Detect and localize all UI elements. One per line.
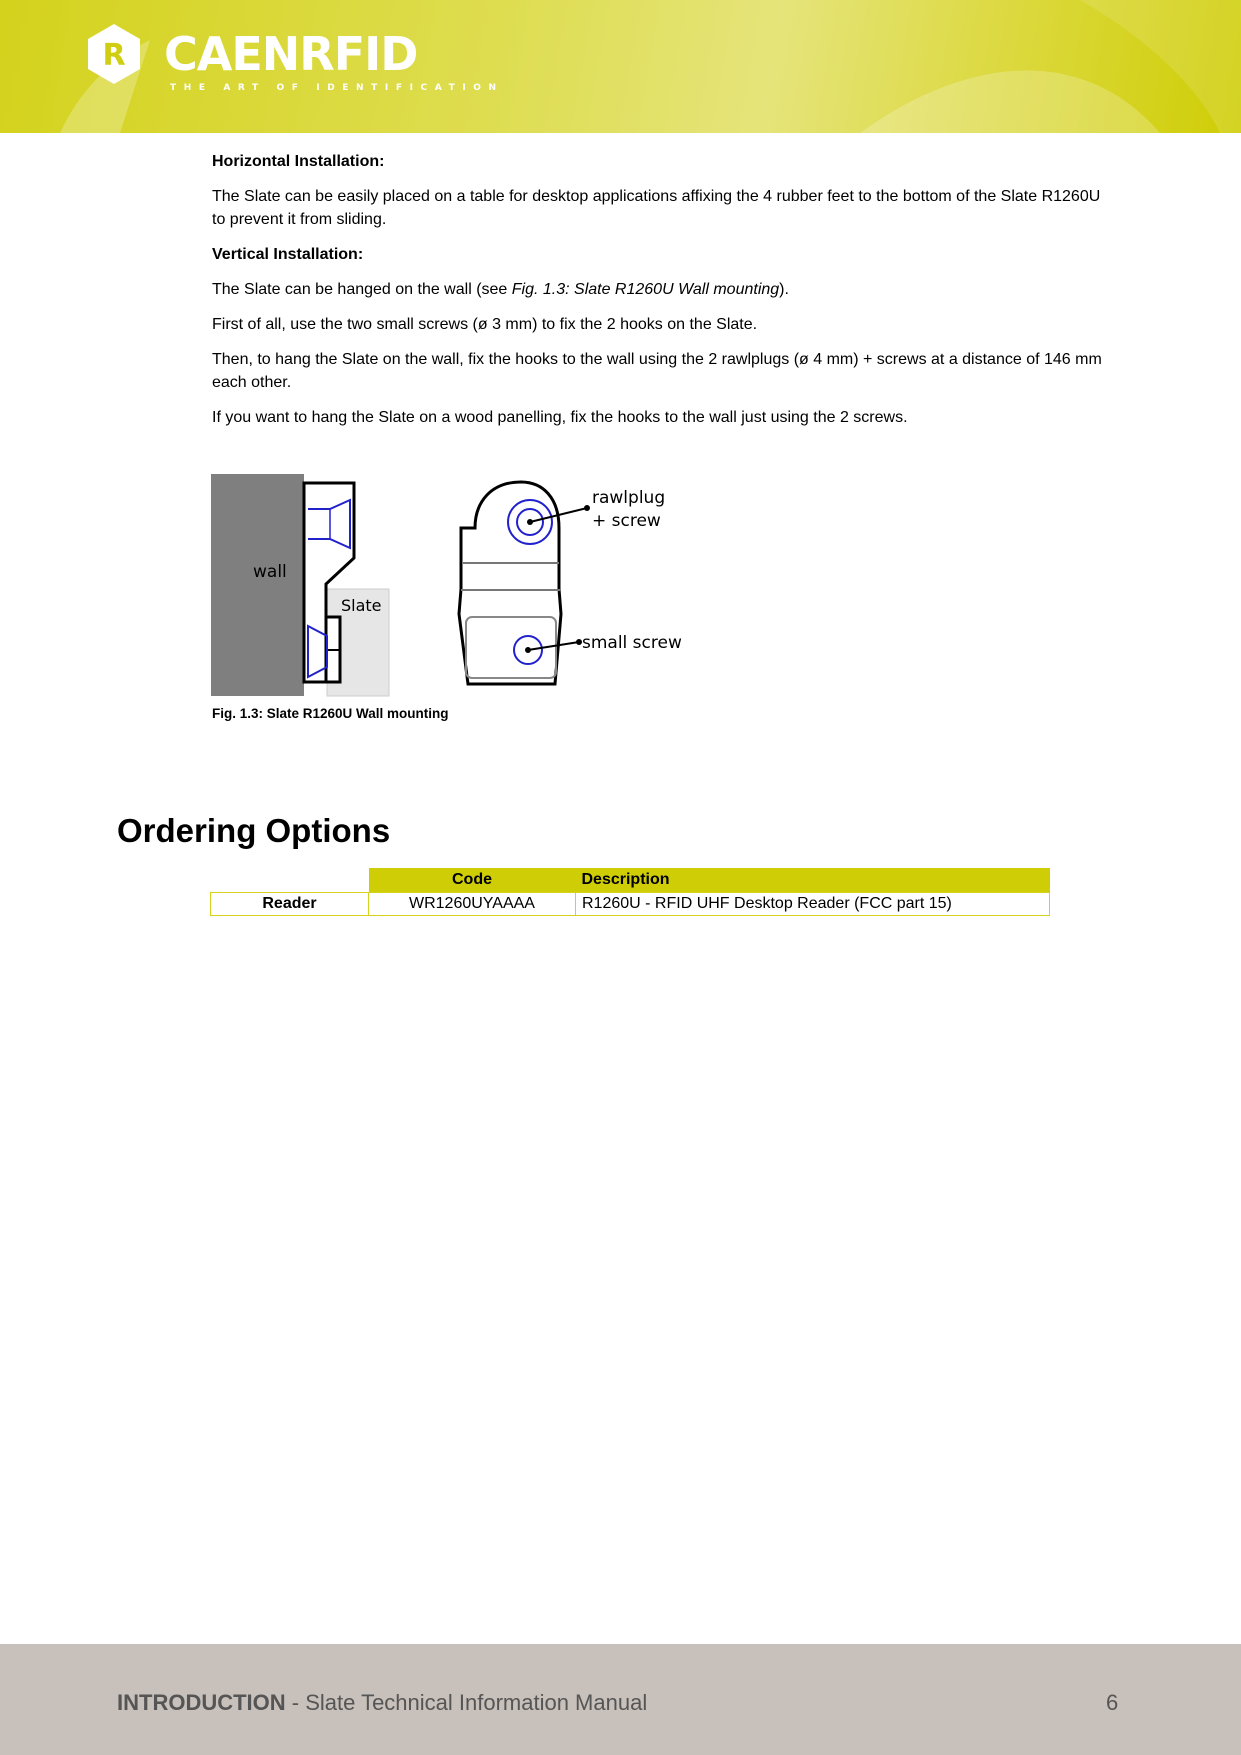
- figure-reference: Fig. 1.3: Slate R1260U Wall mounting: [511, 281, 780, 298]
- vertical-text-after: ).: [779, 281, 789, 298]
- rawlplug-label: rawlplug: [592, 488, 666, 508]
- wall-shape: [211, 474, 304, 696]
- screw-label: + screw: [592, 511, 661, 531]
- installation-text: [212, 150, 1112, 441]
- row-description: R1260U - RFID UHF Desktop Reader (FCC part 15): [576, 893, 1050, 916]
- header-description: Description: [576, 868, 1050, 893]
- ordering-table: [210, 868, 1050, 916]
- table-header-row: [211, 868, 1050, 893]
- table-row: [211, 893, 1050, 916]
- footer-manual: - Slate Technical Information Manual: [285, 1690, 648, 1715]
- page-header: [0, 0, 1241, 133]
- vertical-heading: Vertical Installation:: [212, 246, 364, 263]
- small-screw-label: small screw: [582, 633, 682, 653]
- slate-label: Slate: [341, 596, 382, 615]
- header-code: Code: [369, 868, 576, 893]
- caen-rfid-logo: [86, 22, 504, 102]
- page-number: 6: [1106, 1690, 1119, 1715]
- row-code: WR1260UYAAAA: [369, 893, 576, 916]
- row-item: Reader: [211, 893, 369, 916]
- footer-section: INTRODUCTION: [117, 1690, 286, 1715]
- step-1-paragraph: First of all, use the two small screws (ø 3 mm) to fix the 2 hooks on the Slate.: [212, 316, 758, 333]
- page-footer: [0, 1644, 1241, 1755]
- figure-caption: Fig. 1.3: Slate R1260U Wall mounting: [212, 706, 449, 721]
- step-2-paragraph: Then, to hang the Slate on the wall, fix the hooks to the wall using the 2 rawlplugs (ø 4 mm) + screws at a distance of 146 mm each other.: [212, 351, 1102, 391]
- vertical-text-before: The Slate can be hanged on the wall (see: [212, 281, 512, 298]
- svg-text:THE ART OF IDENTIFICATION: THE ART OF IDENTIFICATION: [170, 83, 504, 93]
- wall-label: wall: [253, 562, 287, 582]
- wall-mounting-figure: [211, 474, 711, 696]
- horizontal-heading: Horizontal Installation:: [212, 153, 385, 170]
- footer-title: [117, 1690, 647, 1716]
- header-empty: [211, 868, 369, 893]
- svg-text:CAENRFID: CAENRFID: [164, 27, 418, 81]
- ordering-options-title: Ordering Options: [117, 812, 391, 849]
- horizontal-paragraph: The Slate can be easily placed on a table for desktop applications affixing the 4 rubber feet to the bottom of the Slate R1260U to prevent it from sliding.: [212, 188, 1101, 228]
- svg-text:R: R: [102, 38, 126, 73]
- step-3-paragraph: If you want to hang the Slate on a wood panelling, fix the hooks to the wall just using the 2 screws.: [212, 409, 908, 426]
- vertical-paragraph: [212, 278, 1112, 301]
